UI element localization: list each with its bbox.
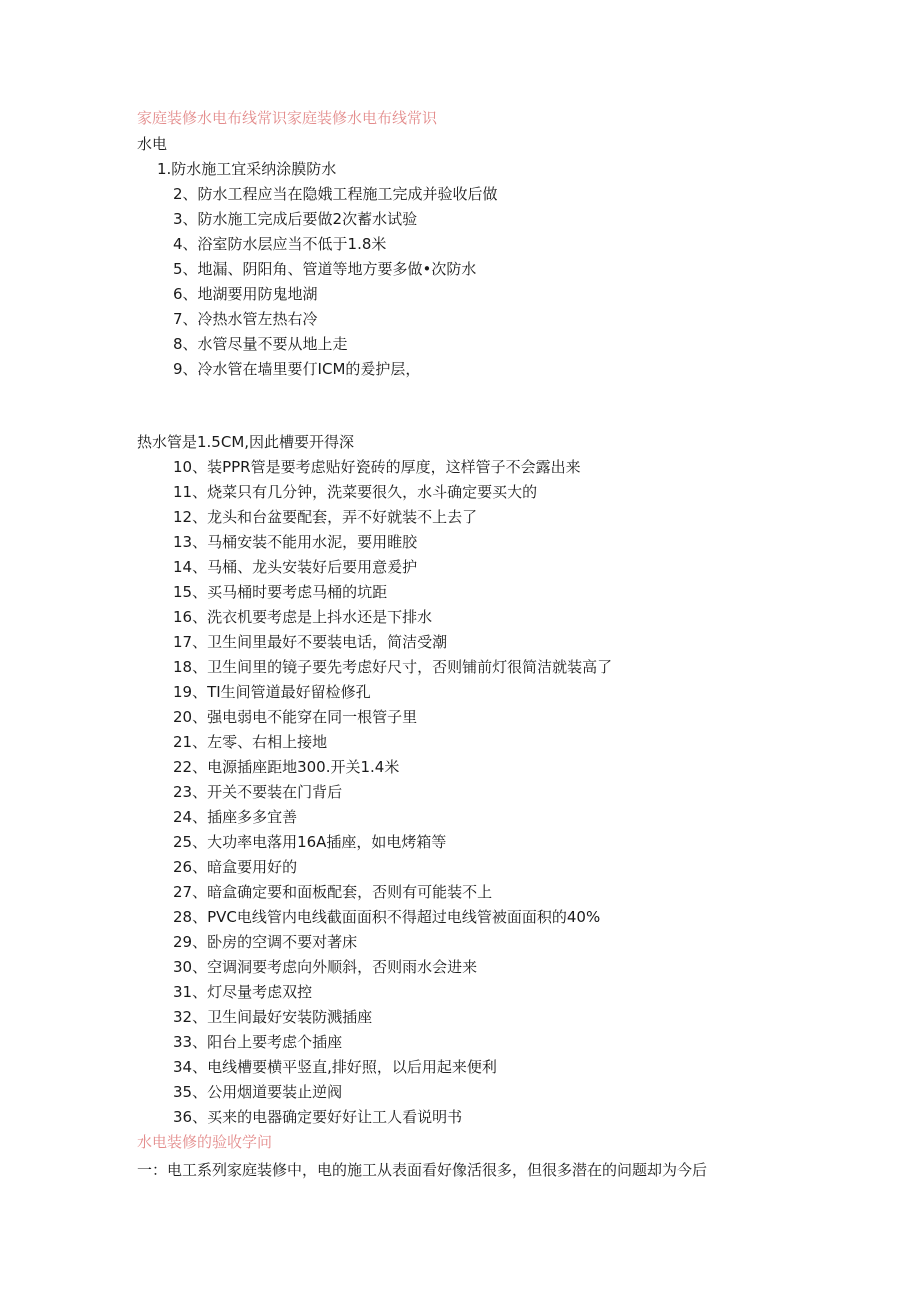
list-item: 17、卫生间里最好不要装电话，简洁受潮 [173,633,448,651]
list-item: 5、地漏、阴阳角、管道等地方要多做•次防水 [173,260,477,278]
list-item: 13、马桶安装不能用水泥，要用睢胶 [173,533,418,551]
list-item: 26、暗盒要用好的 [173,858,298,876]
list-item: 8、水管尽量不要从地上走 [173,335,348,353]
list-item: 36、买来的电器确定要好好让工人看说明书 [173,1108,463,1126]
list-item: 31、灯尽量考虑双控 [173,983,313,1001]
list-item: 10、装PPR管是要考虑贴好瓷砖的厚度，这样管子不会露出来 [173,458,581,476]
list-item: 15、买马桶时要考虑马桶的坑距 [173,583,388,601]
list-item: 35、公用烟道要装止逆阀 [173,1083,343,1101]
list-item: 24、插座多多宜善 [173,808,298,826]
subtitle: 水电装修的验收学问 [137,1133,273,1151]
list-item: 27、暗盒确定要和面板配套，否则有可能装不上 [173,883,493,901]
list-item: 6、地湖要用防鬼地湖 [173,285,318,303]
list-item: 32、卫生间最好安装防溅插座 [173,1008,373,1026]
list-item: 16、洗衣机要考虑是上抖水还是下排水 [173,608,433,626]
list-item: 9、冷水管在墙里要仃ICM的爰护层， [173,360,421,378]
list-item: 4、浴室防水层应当不低于1.8米 [173,235,387,253]
doc-title: 家庭装修水电布线常识家庭装修水电布线常识 [137,109,438,127]
list-item: 25、大功率电落用16A插座，如电烤箱等 [173,833,447,851]
section-label: 水电 [137,135,168,153]
paragraph-line: 一：电工系列家庭装修中，电的施工从表面看好像活很多，但很多潜在的问题却为今后 [137,1161,708,1179]
list-item: 29、卧房的空调不要对著床 [173,933,358,951]
list-item: 33、阳台上要考虑个插座 [173,1033,343,1051]
list-item: 14、马桶、龙头安装好后要用意爰护 [173,558,418,576]
list-item: 11、烧菜只有几分钟，洗菜要很久，水斗确定要买大的 [173,483,538,501]
list-item: 3、防水施工完成后要做2次蓄水试验 [173,210,418,228]
list-item: 12、龙头和台盆要配套，弄不好就装不上去了 [173,508,478,526]
list-item: 22、电源插座距地300.开关1.4米 [173,758,400,776]
list-item: 19、TI生间管道最好留检修孔 [173,683,371,701]
list-item: 18、卫生间里的镜子要先考虑好尺寸，否则铺前灯很简洁就装高了 [173,658,613,676]
list-item: 30、空调洞要考虑向外顺斜，否则雨水会进来 [173,958,478,976]
list-item: 21、左零、右相上接地 [173,733,328,751]
list-item: 20、强电弱电不能穿在同一根管子里 [173,708,418,726]
list-item: 1.防水施工宜采纳涂膜防水 [157,160,337,178]
list-item: 28、PVC电线管内电线截面面积不得超过电线管被面面积的40% [173,908,601,926]
hot-water-line: 热水管是1.5CM,因此槽要开得深 [137,433,355,451]
list-item: 7、冷热水管左热右冷 [173,310,318,328]
list-item: 34、电线槽要横平竖直,排好照，以后用起来便利 [173,1058,497,1076]
list-item: 2、防水工程应当在隐娥工程施工完成并验收后做 [173,185,498,203]
list-item: 23、开关不要装在门背后 [173,783,343,801]
